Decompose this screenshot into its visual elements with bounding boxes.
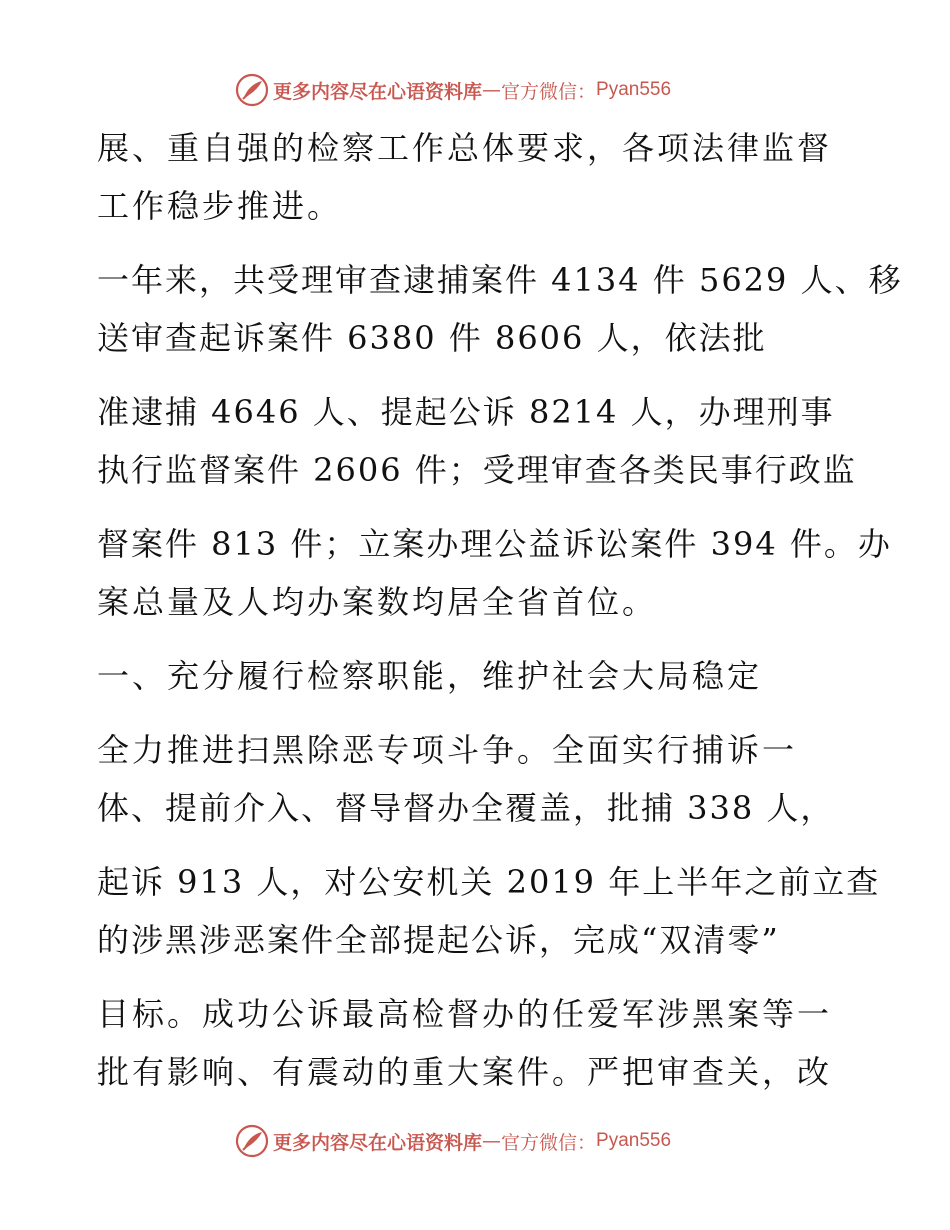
text-line: 督案件 813 件；立案办理公益诉讼案件 394 件。办: [97, 525, 892, 563]
text-line: 目标。成功公诉最高检督办的任爱军涉黑案等一: [97, 995, 833, 1033]
text-line: 的涉黑涉恶案件全部提起公诉，完成“双清零”: [97, 921, 780, 959]
text-line: 批有影响、有震动的重大案件。严把审查关，改: [97, 1053, 833, 1091]
footer-watermark: [235, 1124, 715, 1158]
watermark-site-text: 更多内容尽在心语资料库: [273, 1131, 483, 1154]
text-line: 一年来，共受理审查逮捕案件 4134 件 5629 人、移: [97, 261, 903, 299]
watermark-wechat-id: Pyan556: [596, 79, 672, 100]
text-line: 起诉 913 人，对公安机关 2019 年上半年之前立查: [97, 863, 881, 901]
header-watermark: [235, 73, 715, 107]
text-line: 送审查起诉案件 6380 件 8606 人，依法批: [97, 319, 767, 357]
section-heading: 一、充分履行检察职能，维护社会大局稳定: [97, 657, 763, 695]
text-line: 展、重自强的检察工作总体要求，各项法律监督: [97, 129, 833, 167]
text-line: 工作稳步推进。: [97, 187, 343, 225]
watermark-wechat-label: 官方微信：: [501, 1131, 597, 1154]
feather-logo-icon: [235, 73, 269, 107]
watermark-separator: —: [482, 79, 502, 101]
watermark-site-text: 更多内容尽在心语资料库: [273, 80, 483, 103]
text-line: 全力推进扫黑除恶专项斗争。全面实行捕诉一: [97, 731, 798, 769]
feather-logo-icon: [235, 1124, 269, 1158]
text-line: 执行监督案件 2606 件；受理审查各类民事行政监: [97, 451, 857, 489]
watermark-separator: —: [482, 1130, 502, 1152]
watermark-wechat-label: 官方微信：: [501, 80, 597, 103]
text-line: 体、提前介入、督导督办全覆盖，批捕 338 人，: [97, 789, 835, 827]
watermark-wechat-id: Pyan556: [596, 1130, 672, 1151]
text-line: 案总量及人均办案数均居全省首位。: [97, 583, 658, 621]
text-line: 准逮捕 4646 人、提起公诉 8214 人，办理刑事: [97, 393, 835, 431]
